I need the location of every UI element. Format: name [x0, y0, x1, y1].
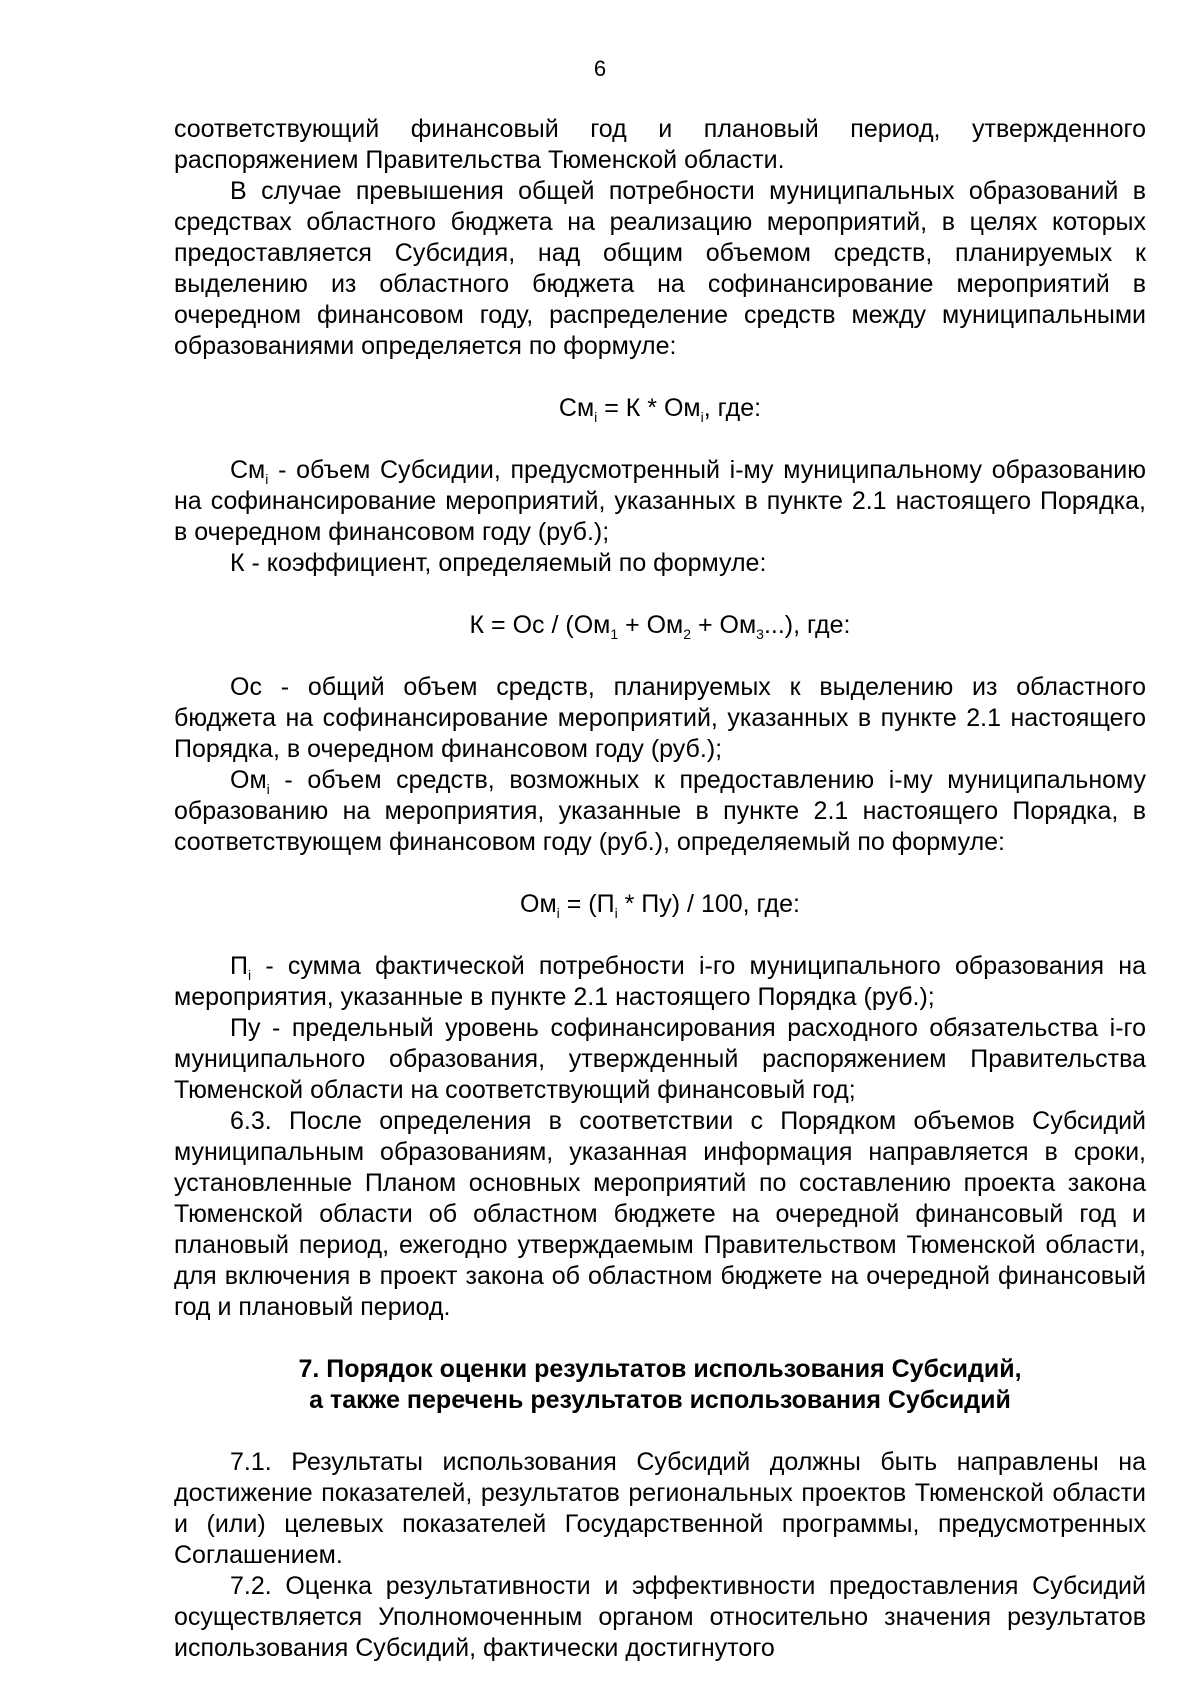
spacer [174, 362, 1146, 393]
formula-subscript: i [700, 409, 704, 425]
term-subscript: i [265, 471, 269, 487]
spacer [174, 1323, 1146, 1354]
paragraph-7-1: 7.1. Результаты использования Субсидий должны быть направлены на достижение показателей, результатов региональных проектов Тюменской области и (или) целевых показателей Государственной программы, предусмотренных Соглашением. [174, 1448, 1146, 1569]
definition-text: - объем Субсидии, предусмотренный i-му муниципальному образованию на софинансирование мероприятий, указанных в пункте 2.1 настоящего Порядка, в очередном финансовом году (руб.); [174, 456, 1146, 546]
paragraph-p-definition [174, 951, 1146, 1013]
formula-term: ...), где: [763, 611, 851, 639]
definition-text: - объем средств, возможных к предоставлению i-му муниципальному образованию на мероприятия, указанные в пункте 2.1 настоящего Порядка, в соответствующем финансовом году (руб.), определяемый по формуле: [174, 766, 1146, 856]
formula-subscript: 1 [610, 626, 619, 642]
section-heading-line: 7. Порядок оценки результатов использования Субсидий, [298, 1355, 1022, 1383]
paragraph-6-3: 6.3. После определения в соответствии с Порядком объемов Субсидий муниципальным образованиям, указанная информация направляется в сроки, установленные Планом основных мероприятий по составлению проекта закона Тюменской области об областном бюджете на очередной финансовый год и плановый период, ежегодно утверждаемым Правительством Тюменской области, для включения в проект закона об областном бюджете на очередной финансовый год и плановый период. [174, 1107, 1146, 1321]
formula-subscript: i [556, 905, 560, 921]
spacer [174, 858, 1146, 889]
spacer [174, 1416, 1146, 1447]
term: П [230, 952, 248, 980]
paragraph-oc-definition: Ос - общий объем средств, планируемых к выделению из областного бюджета на софинансирование мероприятий, указанных в пункте 2.1 настоящего Порядка, в очередном финансовом году (руб.); [174, 673, 1146, 763]
term: Ом [230, 766, 267, 794]
formula-subscript: 2 [683, 626, 692, 642]
paragraph-7-2: 7.2. Оценка результативности и эффективности предоставления Субсидий осуществляется Уполномоченным органом относительно значения результатов использования Субсидий, фактически достигнутого [174, 1572, 1146, 1662]
paragraph-py-definition: Пу - предельный уровень софинансирования расходного обязательства i-го муниципального образования, утвержденный распоряжением Правительства Тюменской области на соответствующий финансовый год; [174, 1014, 1146, 1104]
paragraph-k-definition: К - коэффициент, определяемый по формуле: [230, 549, 767, 577]
formula-subscript: 3 [756, 626, 764, 642]
formula-term: + Ом [691, 611, 757, 639]
formula-subscript: i [594, 409, 598, 425]
term: См [230, 456, 266, 484]
spacer [174, 920, 1146, 951]
formula-om [174, 889, 1146, 920]
term-subscript: i [247, 967, 252, 983]
spacer [174, 579, 1146, 610]
section-heading-line: а также перечень результатов использования Субсидий [309, 1386, 1011, 1414]
formula-term: * Пу) / 100, где: [617, 890, 800, 918]
formula-coefficient [174, 610, 1146, 641]
document-body [174, 114, 1146, 1664]
paragraph-continuation: соответствующий финансовый год и плановый период, утвержденного распоряжением Правительства Тюменской области. [174, 115, 1146, 174]
spacer [174, 641, 1146, 672]
formula-term: = К * Ом [597, 394, 701, 422]
formula-term: К = Ос / (Ом [469, 611, 611, 639]
paragraph-cm-definition [174, 455, 1146, 548]
definition-text: - сумма фактической потребности i-го муниципального образования на мероприятия, указанные в пункте 2.1 настоящего Порядка (руб.); [174, 952, 1146, 1011]
page-number: 6 [593, 56, 607, 81]
formula-term: См [558, 394, 595, 422]
formula-term: Ом [520, 890, 557, 918]
paragraph-excess-demand: В случае превышения общей потребности муниципальных образований в средствах областного бюджета на реализацию мероприятий, в целях которых предоставляется Субсидия, над общим объемом средств, планируемых к выделению из областного бюджета на софинансирование мероприятий в очередном финансовом году, распределение средств между муниципальными образованиями определяется по формуле: [174, 177, 1146, 360]
paragraph-om-definition [174, 765, 1146, 858]
formula-subsidy [174, 393, 1146, 424]
term-subscript: i [266, 781, 270, 797]
formula-subscript: i [614, 905, 618, 921]
formula-term: , где: [703, 394, 762, 422]
section-heading [174, 1354, 1146, 1416]
formula-term: + Ом [618, 611, 684, 639]
formula-term: = (П [559, 890, 615, 918]
spacer [174, 424, 1146, 455]
